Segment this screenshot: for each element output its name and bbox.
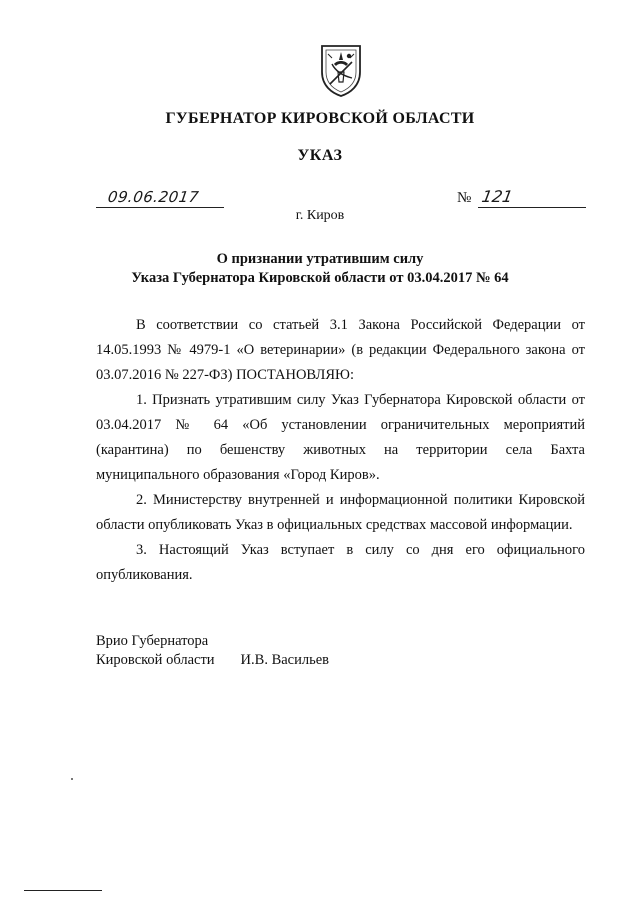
- signatory-position-line-1: Врио Губернатора: [96, 633, 209, 649]
- coat-of-arms-icon: [316, 42, 366, 98]
- title-line-1: О признании утратившим силу: [216, 251, 424, 267]
- document-type: УКАЗ: [297, 147, 343, 164]
- item-paragraph-2: 2. Министерству внутренней и информационной политики Кировской области опубликовать Указ в официальных средствах массовой информации.: [96, 492, 585, 533]
- number-field: [478, 183, 586, 208]
- handwritten-number: 121: [480, 187, 515, 206]
- scan-artifact: [71, 778, 73, 780]
- document-body: [96, 313, 585, 588]
- preamble-paragraph: В соответствии со статьей 3.1 Закона Российской Федерации от 14.05.1993 № 4979-1 «О ветеринарии» (в редакции Федерального закона от 03.07.2016 № 227-ФЗ) ПОСТАНОВЛЯЮ:: [96, 317, 585, 383]
- signature-block: [96, 632, 329, 670]
- issuing-authority: ГУБЕРНАТОР КИРОВСКОЙ ОБЛАСТИ: [165, 110, 475, 127]
- handwritten-date: 09.06.2017: [106, 188, 201, 206]
- signatory-region: Кировской области: [96, 652, 215, 668]
- document-title: [0, 250, 640, 288]
- item-paragraph-3: 3. Настоящий Указ вступает в силу со дня его официального опубликования.: [96, 542, 585, 583]
- signatory-name: И.В. Васильев: [240, 652, 329, 668]
- city: г. Киров: [295, 208, 345, 223]
- title-line-2: Указа Губернатора Кировской области от 03.04.2017 № 64: [131, 270, 509, 286]
- footer-rule: [24, 890, 102, 891]
- item-paragraph-1: 1. Признать утратившим силу Указ Губернатора Кировской области от 03.04.2017 № 64 «Об установлении ограничительных мероприятий (карантина) по бешенству животных на территории села Бахта муниципального образования «Город Киров».: [96, 392, 585, 483]
- number-label: №: [457, 190, 472, 206]
- signatory-position-line-2: [96, 651, 329, 670]
- date-field: [96, 183, 224, 208]
